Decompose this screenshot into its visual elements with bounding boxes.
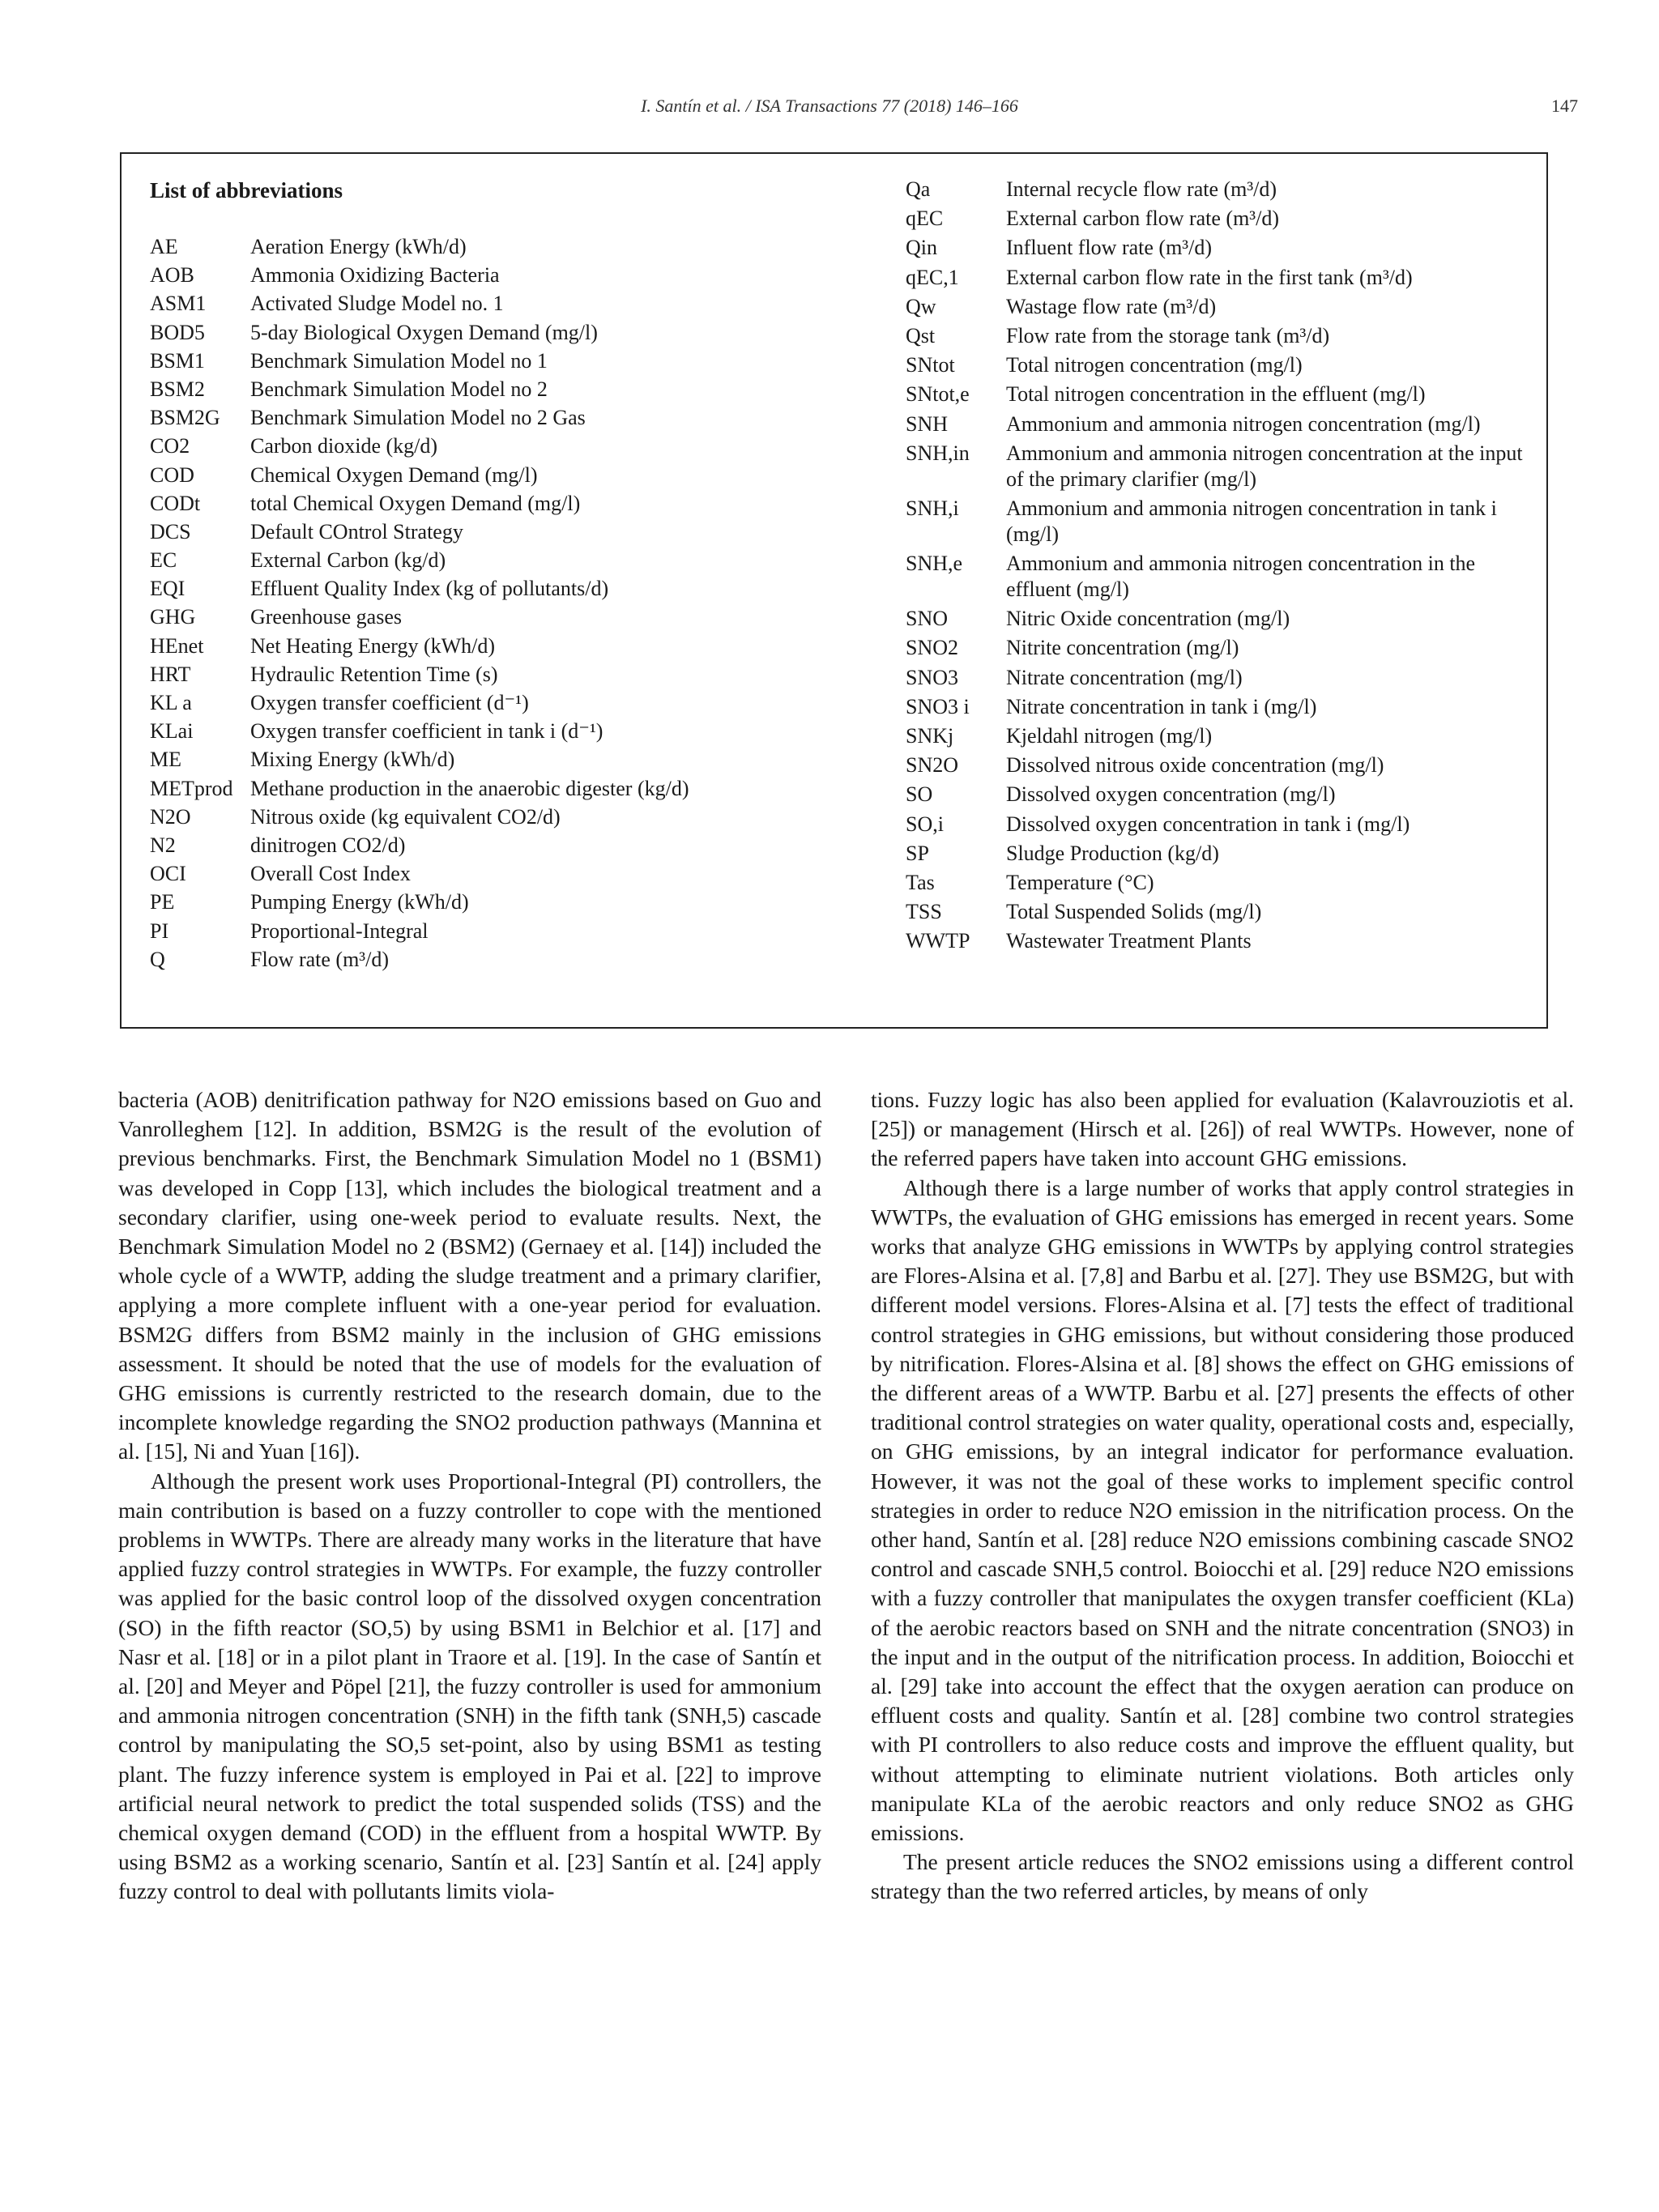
abbreviation-definition: Flow rate from the storage tank (m³/d): [1006, 323, 1330, 347]
abbreviation-definition: Mixing Energy (kWh/d): [250, 748, 455, 772]
abbreviation-row: [906, 870, 1537, 896]
abbreviation-row: [150, 462, 847, 488]
abbreviation-term: AE: [150, 235, 178, 258]
body-right-column: [871, 1085, 1574, 1907]
abbreviation-row: [906, 694, 1537, 720]
abbreviation-row: [150, 604, 847, 630]
abbreviation-definition: Benchmark Simulation Model no 1: [250, 348, 548, 373]
body-paragraph: The present article reduces the SNO2 emissions using a different control strategy than the two referred articles, by means of only: [871, 1849, 1574, 1904]
abbreviation-definition: Benchmark Simulation Model no 2: [250, 377, 548, 401]
abbreviation-term: N2: [150, 833, 176, 857]
abbreviation-row: [906, 723, 1537, 749]
abbreviation-row: [906, 812, 1537, 837]
abbreviation-term: SO,i: [906, 812, 944, 836]
abbreviation-definition: Kjeldahl nitrogen (mg/l): [1006, 724, 1213, 748]
abbreviation-term: BSM1: [150, 348, 205, 373]
abbreviation-term: DCS: [150, 519, 191, 543]
abbreviation-row: [906, 323, 1537, 349]
abbreviation-row: [150, 433, 847, 459]
abbreviation-row: [906, 496, 1537, 548]
abbreviation-row: [150, 576, 847, 602]
abbreviation-term: AOB: [150, 263, 194, 288]
abbreviation-term: SNtot,e: [906, 382, 970, 407]
abbreviation-term: SNO2: [906, 636, 959, 660]
abbreviations-right-column: [906, 177, 1537, 958]
abbreviation-term: BSM2G: [150, 406, 220, 430]
abbreviation-term: SNKj: [906, 724, 954, 748]
abbreviation-row: [150, 633, 847, 659]
abbreviations-heading: List of abbreviations: [150, 178, 343, 202]
abbreviation-row: [906, 752, 1537, 778]
abbreviation-definition: Total nitrogen concentration (mg/l): [1006, 353, 1303, 377]
abbreviation-definition: Greenhouse gases: [250, 605, 402, 629]
abbreviation-row: [906, 206, 1537, 232]
abbreviation-row: [150, 747, 847, 773]
abbreviation-definition: Internal recycle flow rate (m³/d): [1006, 177, 1277, 201]
abbreviation-term: TSS: [906, 900, 942, 924]
journal-header: I. Santín et al. / ISA Transactions 77 (2018) 146–166: [641, 96, 1018, 116]
abbreviation-row: [906, 782, 1537, 808]
abbreviation-definition: Nitrate concentration (mg/l): [1006, 665, 1243, 689]
abbreviation-row: [906, 177, 1537, 202]
abbreviation-definition: Benchmark Simulation Model no 2 Gas: [250, 406, 586, 430]
abbreviation-definition: Default COntrol Strategy: [250, 519, 463, 543]
body-paragraph: Although there is a large number of works that apply control strategies in WWTPs, the evaluation of GHG emissions has emerged in recent years. Some works that analyze GHG emissions in WWTPs by applying control strategies are Flores-Alsina et al. [7,8] and Barbu et al. [27]. They use BSM2G, but with different model versions. Flores-Alsina et al. [7] tests the effect of traditional control strategies in GHG emissions, but without considering those produced by nitrification. Flores-Alsina et al. [8] shows the effect on GHG emissions of the different areas of a WWTP. Barbu et al. [27] presents the effects of other traditional control strategies on water quality, operational costs and, especially, on GHG emissions, by an integral indicator for performance evaluation. However, it was not the goal of these works to implement specific control strategies in order to reduce N2O emission in the nitrification process. On the other hand, Santín et al. [28] reduce N2O emissions combining cascade SNO2 control and cascade SNH,5 control. Boiocchi et al. [29] reduce N2O emissions with a fuzzy controller that manipulates the oxygen transfer coefficient (KLa) of the aerobic reactors based on SNH and the nitrate concentration (SNO3) in the input and in the output of the nitrification process. In addition, Boiocchi et al. [29] take into account the effect that the oxygen aeration can produce on effluent costs and quality. Santín et al. [28] combine two control strategies with PI controllers to also reduce costs and improve the effluent quality, but without attempting to eliminate nutrient violations. Both articles only manipulate KLa of the aerobic reactors and only reduce SNO2 as GHG emissions.: [871, 1174, 1574, 1846]
abbreviation-term: Q: [150, 947, 165, 971]
abbreviation-row: [150, 320, 847, 346]
abbreviation-row: [150, 718, 847, 744]
abbreviation-term: SNtot: [906, 353, 955, 377]
abbreviation-row: [150, 548, 847, 573]
abbreviation-term: Qa: [906, 177, 931, 201]
abbreviation-term: Qw: [906, 294, 936, 318]
abbreviation-definition: Carbon dioxide (kg/d): [250, 434, 438, 458]
abbreviation-definition: Total nitrogen concentration in the effluent (mg/l): [1006, 382, 1426, 407]
abbreviation-term: SNH: [906, 411, 949, 436]
abbreviation-row: [906, 265, 1537, 291]
abbreviation-definition: Activated Sludge Model no. 1: [250, 292, 504, 316]
abbreviations-left-column: [150, 178, 847, 975]
abbreviation-row: [150, 405, 847, 431]
abbreviation-term: CODt: [150, 491, 201, 515]
abbreviation-row: [150, 262, 847, 288]
body-paragraph: bacteria (AOB) denitrification pathway for N2O emissions based on Guo and Vanrolleghem [12]. In addition, BSM2G is the result of the evolution of previous benchmarks. First, the Benchmark Simulation Model no 1 (BSM1) was developed in Copp [13], which includes the biological treatment and a secondary clarifier, using one-week period to evaluate results. Next, the Benchmark Simulation Model no 2 (BSM2) (Gernaey et al. [14]) included the whole cycle of a WWTP, adding the sludge treatment and a primary clarifier, applying a more complete influent with a one-year period for evaluation. BSM2G differs from BSM2 mainly in the inclusion of GHG emissions assessment. It should be noted that the use of models for the evaluation of GHG emissions is currently restricted to the research domain, due to the incomplete knowledge regarding the SNO2 production pathways (Mannina et al. [15], Ni and Yuan [16]).: [118, 1087, 821, 1464]
abbreviation-definition: Oxygen transfer coefficient in tank i (d⁻¹): [250, 719, 603, 744]
abbreviation-row: [906, 928, 1537, 954]
abbreviations-right-list: [906, 177, 1537, 954]
abbreviation-definition: dinitrogen CO2/d): [250, 833, 406, 857]
abbreviation-term: KLai: [150, 719, 194, 744]
abbreviation-row: [906, 294, 1537, 320]
abbreviation-definition: External carbon flow rate (m³/d): [1006, 207, 1279, 231]
abbreviation-row: [150, 348, 847, 374]
abbreviation-term: SNH,e: [906, 552, 963, 576]
abbreviation-row: [906, 235, 1537, 261]
body-left-column: [118, 1085, 821, 1907]
abbreviation-definition: Wastage flow rate (m³/d): [1006, 294, 1217, 318]
abbreviation-definition: Ammonia Oxidizing Bacteria: [250, 263, 500, 288]
abbreviation-row: [906, 635, 1537, 661]
abbreviation-definition: Nitrous oxide (kg equivalent CO2/d): [250, 804, 561, 829]
abbreviation-definition: Dissolved oxygen concentration (mg/l): [1006, 782, 1336, 807]
abbreviation-term: SNO3 i: [906, 694, 970, 718]
abbreviation-term: qEC: [906, 207, 944, 231]
abbreviation-row: [150, 234, 847, 260]
abbreviation-definition: Net Heating Energy (kWh/d): [250, 633, 496, 658]
abbreviation-definition: Sludge Production (kg/d): [1006, 841, 1219, 865]
abbreviation-term: GHG: [150, 605, 196, 629]
abbreviation-definition: total Chemical Oxygen Demand (mg/l): [250, 491, 581, 515]
abbreviation-term: SN2O: [906, 753, 959, 778]
abbreviation-term: WWTP: [906, 929, 970, 953]
body-paragraph: Although the present work uses Proportional-Integral (PI) controllers, the main contribution is based on a fuzzy controller to cope with the mentioned problems in WWTPs. There are already many works in the literature that have applied fuzzy control strategies in WWTPs. For example, the fuzzy controller was applied for the basic control loop of the dissolved oxygen concentration (SO) in the fifth reactor (SO,5) by using BSM1 in Belchior et al. [17] and Nasr et al. [18] or in a pilot plant in Traore et al. [19]. In the case of Santín et al. [20] and Meyer and Pöpel [21], the fuzzy controller is used for ammonium and ammonia nitrogen concentration (SNH) in the fifth tank (SNH,5) cascade control by manipulating the SO,5 set-point, also by using BSM1 as testing plant. The fuzzy inference system is employed in Pai et al. [22] to improve artificial neural network to predict the total suspended solids (TSS) and the chemical oxygen demand (COD) in the effluent from a hospital WWTP. By using BSM2 as a working scenario, Santín et al. [23] Santín et al. [24] apply fuzzy control to deal with pollutants limits viola-: [118, 1468, 821, 1904]
abbreviation-definition: External Carbon (kg/d): [250, 548, 446, 573]
abbreviation-term: ME: [150, 748, 181, 772]
abbreviation-term: EC: [150, 548, 177, 573]
abbreviation-term: EQI: [150, 577, 186, 601]
abbreviation-row: [906, 352, 1537, 378]
abbreviation-definition: Effluent Quality Index (kg of pollutants/d): [250, 577, 609, 601]
abbreviation-row: [150, 833, 847, 859]
abbreviation-term: Tas: [906, 870, 935, 894]
abbreviation-term: BSM2: [150, 377, 205, 401]
abbreviation-definition: Nitrate concentration in tank i (mg/l): [1006, 694, 1317, 718]
abbreviation-term: METprod: [150, 776, 233, 800]
abbreviation-term: OCI: [150, 862, 186, 886]
abbreviation-row: [906, 411, 1537, 437]
abbreviation-definition: Dissolved oxygen concentration in tank i (mg/l): [1006, 812, 1410, 836]
body-paragraph: tions. Fuzzy logic has also been applied for evaluation (Kalavrouziotis et al. [25]) or management (Hirsch et al. [26]) of real WWTPs. However, none of the referred papers have taken into account GHG emissions.: [871, 1087, 1574, 1171]
abbreviation-row: [906, 841, 1537, 867]
abbreviation-definition: External carbon flow rate in the first tank (m³/d): [1006, 265, 1413, 289]
abbreviation-row: [150, 889, 847, 915]
abbreviation-term: qEC,1: [906, 265, 959, 289]
abbreviation-definition: Dissolved nitrous oxide concentration (mg/l): [1006, 753, 1384, 778]
abbreviations-left-list: [150, 234, 847, 973]
abbreviation-term: BOD5: [150, 320, 205, 344]
abbreviation-term: SP: [906, 841, 929, 865]
abbreviation-definition: Ammonium and ammonia nitrogen concentration (mg/l): [1006, 411, 1481, 436]
abbreviation-term: KL a: [150, 691, 192, 714]
abbreviation-definition: Pumping Energy (kWh/d): [250, 890, 469, 914]
abbreviation-row: [150, 662, 847, 688]
abbreviation-row: [906, 381, 1537, 407]
abbreviation-row: [906, 606, 1537, 632]
abbreviation-row: [150, 776, 847, 802]
abbreviation-row: [906, 441, 1537, 492]
abbreviation-term: Qin: [906, 236, 937, 260]
abbreviation-term: HRT: [150, 662, 191, 686]
abbreviation-term: ASM1: [150, 292, 207, 316]
abbreviation-row: [150, 491, 847, 517]
abbreviation-definition: Oxygen transfer coefficient (d⁻¹): [250, 691, 529, 714]
abbreviation-definition: Proportional-Integral: [250, 918, 429, 943]
abbreviation-term: SNH,i: [906, 496, 959, 520]
abbreviation-row: [150, 861, 847, 887]
abbreviation-definition: Aeration Energy (kWh/d): [250, 235, 467, 258]
abbreviation-term: PE: [150, 890, 175, 914]
abbreviations-box: [120, 152, 1548, 1029]
abbreviation-definition: Flow rate (m³/d): [250, 947, 389, 971]
abbreviation-term: CO2: [150, 434, 190, 458]
abbreviation-row: [150, 291, 847, 317]
abbreviation-row: [150, 377, 847, 403]
abbreviation-definition: Chemical Oxygen Demand (mg/l): [250, 462, 538, 487]
abbreviation-row: [150, 918, 847, 944]
abbreviation-row: [150, 804, 847, 830]
abbreviation-term: COD: [150, 462, 194, 487]
abbreviation-row: [906, 899, 1537, 925]
abbreviation-definition: Overall Cost Index: [250, 862, 411, 886]
abbreviation-term: SNH,in: [906, 441, 970, 465]
abbreviation-row: [150, 519, 847, 545]
abbreviation-row: [150, 947, 847, 973]
abbreviation-definition: Ammonium and ammonia nitrogen concentration in tank i (mg/l): [1006, 496, 1497, 546]
abbreviation-definition: Nitrite concentration (mg/l): [1006, 636, 1239, 660]
abbreviation-definition: Total Suspended Solids (mg/l): [1006, 900, 1262, 924]
abbreviation-term: HEnet: [150, 633, 204, 658]
abbreviation-definition: Ammonium and ammonia nitrogen concentration in the effluent (mg/l): [1006, 552, 1476, 602]
abbreviation-row: [906, 551, 1537, 603]
abbreviation-definition: 5-day Biological Oxygen Demand (mg/l): [250, 320, 598, 344]
abbreviation-definition: Nitric Oxide concentration (mg/l): [1006, 607, 1290, 631]
abbreviation-term: Qst: [906, 323, 936, 347]
abbreviation-term: N2O: [150, 804, 191, 829]
abbreviation-row: [906, 665, 1537, 691]
abbreviation-term: SNO3: [906, 665, 959, 689]
abbreviation-definition: Influent flow rate (m³/d): [1006, 236, 1212, 260]
abbreviation-definition: Methane production in the anaerobic digester (kg/d): [250, 776, 689, 800]
abbreviation-term: SO: [906, 782, 933, 807]
page-number: 147: [1551, 96, 1578, 116]
abbreviation-term: SNO: [906, 607, 949, 631]
abbreviation-definition: Hydraulic Retention Time (s): [250, 662, 498, 686]
abbreviation-term: PI: [150, 918, 169, 943]
abbreviation-row: [150, 690, 847, 716]
abbreviation-definition: Wastewater Treatment Plants: [1006, 929, 1252, 953]
abbreviation-definition: Ammonium and ammonia nitrogen concentration at the input of the primary clarifier (mg/l): [1006, 441, 1523, 491]
abbreviation-definition: Temperature (°C): [1006, 870, 1154, 894]
